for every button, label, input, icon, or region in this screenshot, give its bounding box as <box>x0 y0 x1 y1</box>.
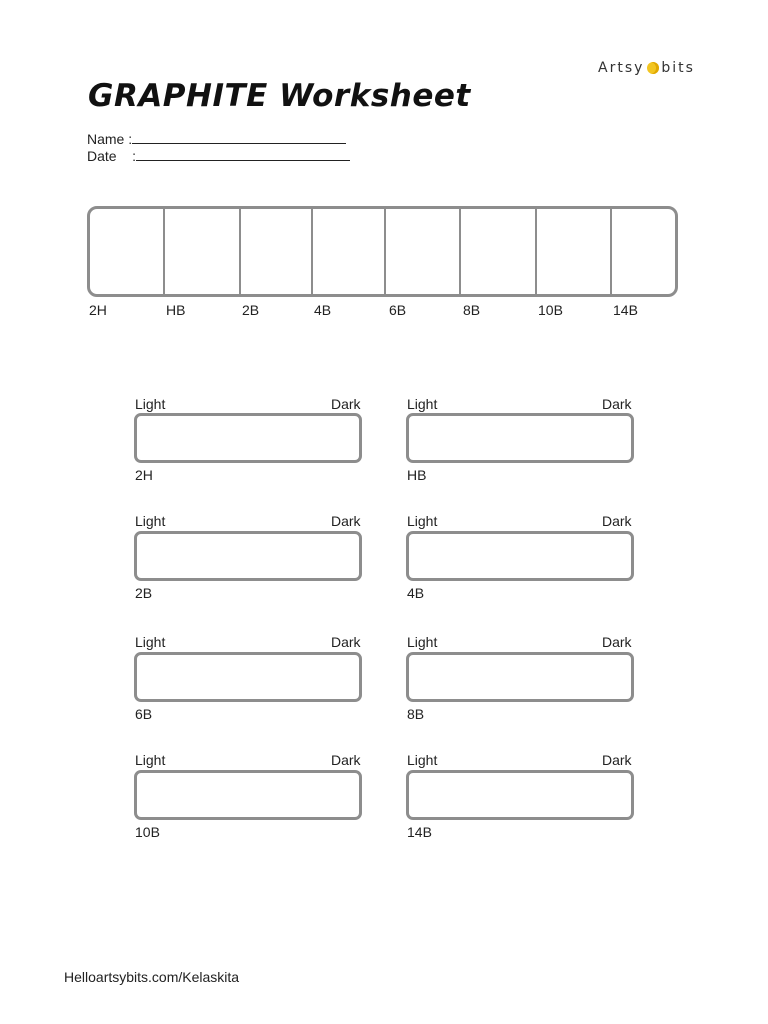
dark-label: Dark <box>602 396 632 412</box>
name-line[interactable] <box>132 131 346 144</box>
dark-label: Dark <box>331 634 361 650</box>
box-grade-label: 6B <box>135 706 153 722</box>
strip-divider <box>459 209 461 294</box>
dark-label: Dark <box>602 513 632 529</box>
page-title: GRAPHITE Worksheet <box>88 78 471 114</box>
box-grade-label: 4B <box>407 585 425 601</box>
light-label: Light <box>135 396 166 412</box>
light-label: Light <box>407 752 438 768</box>
name-field[interactable] <box>87 131 346 147</box>
strip-grade-label: HB <box>166 302 186 318</box>
light-label: Light <box>135 513 166 529</box>
strip-divider <box>311 209 313 294</box>
dark-label: Dark <box>602 752 632 768</box>
brand-name-right: bits <box>661 60 695 76</box>
box-grade-label: 14B <box>407 824 432 840</box>
gradient-box-8b[interactable] <box>406 652 634 702</box>
box-grade-label: 10B <box>135 824 160 840</box>
gradient-box-2b[interactable] <box>134 531 362 581</box>
strip-divider <box>163 209 165 294</box>
light-label: Light <box>407 513 438 529</box>
strip-grade-label: 6B <box>389 302 407 318</box>
strip-grade-label: 14B <box>613 302 638 318</box>
moon-icon <box>647 62 659 74</box>
light-label: Light <box>135 634 166 650</box>
date-line[interactable] <box>136 148 350 161</box>
strip-grade-label: 2B <box>242 302 260 318</box>
gradient-box-hb[interactable] <box>406 413 634 463</box>
dark-label: Dark <box>331 396 361 412</box>
dark-label: Dark <box>331 513 361 529</box>
strip-divider <box>535 209 537 294</box>
brand-name-left: Artsy <box>598 60 645 76</box>
box-grade-label: 8B <box>407 706 425 722</box>
light-label: Light <box>407 634 438 650</box>
date-field[interactable] <box>87 148 350 164</box>
strip-divider <box>384 209 386 294</box>
date-label: Date : <box>87 148 137 164</box>
dark-label: Dark <box>602 634 632 650</box>
strip-grade-label: 10B <box>538 302 563 318</box>
dark-label: Dark <box>331 752 361 768</box>
strip-grade-label: 8B <box>463 302 481 318</box>
strip-grade-label: 4B <box>314 302 332 318</box>
box-grade-label: 2H <box>135 467 153 483</box>
gradient-box-6b[interactable] <box>134 652 362 702</box>
gradient-box-14b[interactable] <box>406 770 634 820</box>
light-label: Light <box>135 752 166 768</box>
brand-logo <box>598 60 695 76</box>
box-grade-label: 2B <box>135 585 153 601</box>
strip-divider <box>610 209 612 294</box>
gradient-box-2h[interactable] <box>134 413 362 463</box>
strip-divider <box>239 209 241 294</box>
footer-url: Helloartsybits.com/Kelaskita <box>64 969 240 985</box>
strip-grade-label: 2H <box>89 302 107 318</box>
gradient-box-10b[interactable] <box>134 770 362 820</box>
grade-strip <box>87 206 678 297</box>
box-grade-label: HB <box>407 467 427 483</box>
name-label: Name : <box>87 131 133 147</box>
gradient-box-4b[interactable] <box>406 531 634 581</box>
light-label: Light <box>407 396 438 412</box>
